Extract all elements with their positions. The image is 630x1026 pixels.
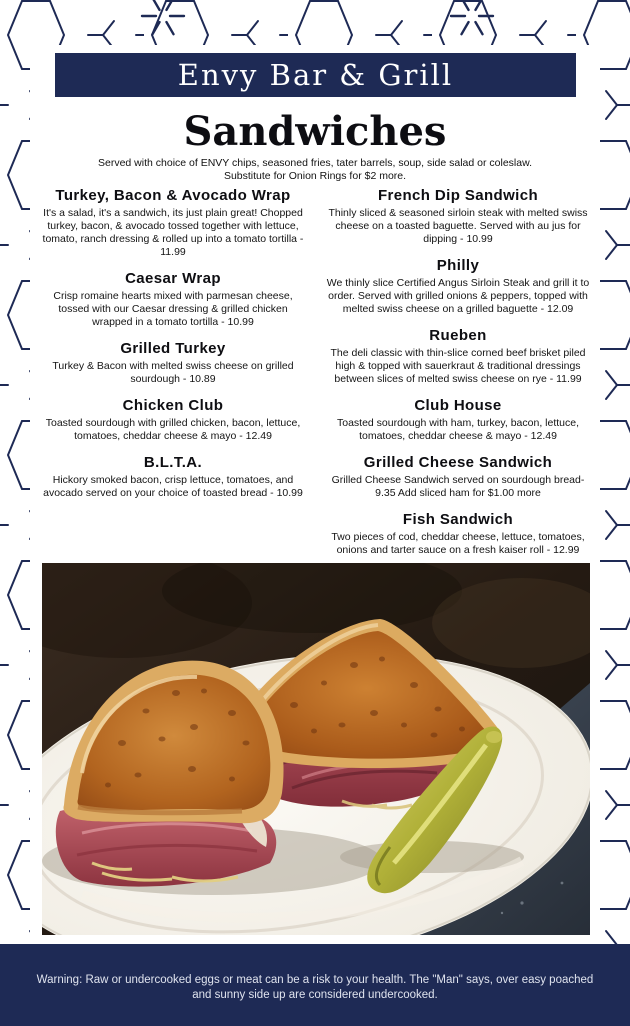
section-note-line1: Served with choice of ENVY chips, seasoned fries, tater barrels, soup, side salad or coleslaw. — [97, 157, 533, 169]
menu-item-name: Chicken Club — [122, 397, 224, 414]
footer-bar — [0, 944, 630, 1026]
menu-item-name: Club House — [414, 397, 502, 414]
menu-item-description: Turkey & Bacon with melted swiss cheese on grilled sourdough - 10.89 — [52, 360, 294, 385]
restaurant-name: Envy Bar & Grill — [177, 58, 454, 92]
menu-column-right — [320, 187, 596, 557]
menu-column-left — [38, 187, 308, 500]
menu-item-description: It's a salad, it's a sandwich, its just plain great! Chopped turkey, bacon, & avocado tossed together with lettuce, tomato, ranch dressing & rolled up into a tomato tortilla - 11.99 — [42, 207, 304, 258]
menu-item — [320, 187, 596, 246]
menu-item-name: B.L.T.A. — [143, 454, 203, 471]
menu-item-description: We thinly slice Certified Angus Sirloin Steak and grill it to order. Served with grilled onions & peppers, topped with melted swiss cheese on a grilled baguette - 12.09 — [326, 277, 590, 315]
menu-item-description: Toasted sourdough with grilled chicken, bacon, lettuce, tomatoes, cheddar cheese & mayo - 12.49 — [45, 417, 301, 442]
menu-item-name: Grilled Cheese Sandwich — [363, 454, 553, 471]
menu-item — [320, 257, 596, 316]
menu-item-name: Caesar Wrap — [125, 270, 221, 287]
menu-item — [38, 454, 308, 500]
menu-item — [38, 187, 308, 259]
header-bar — [55, 53, 576, 97]
menu-item — [38, 340, 308, 386]
menu-item-description: Two pieces of cod, cheddar cheese, lettuce, tomatoes, onions and tarter sauce on a fresh kaiser roll - 12.99 — [331, 531, 585, 556]
footer-warning — [0, 944, 630, 1003]
menu-item-description: Grilled Cheese Sandwich served on sourdough bread- 9.35 Add sliced ham for $1.00 more — [331, 474, 585, 499]
menu-item-description: The deli classic with thin-slice corned beef brisket piled high & topped with sauerkraut & traditional dressings between slices of melted swiss cheese on rye - 11.99 — [330, 347, 586, 385]
menu-item — [38, 397, 308, 443]
menu-item-name: Grilled Turkey — [120, 340, 226, 357]
menu-item — [320, 397, 596, 443]
section-note-line2: Substitute for Onion Rings for $2 more. — [223, 170, 407, 182]
menu-item — [38, 270, 308, 329]
footer-warning-line1: Warning: Raw or undercooked eggs or meat can be a risk to your health. The "Man" says, over easy poached — [36, 974, 594, 986]
menu-item-name: Rueben — [429, 327, 487, 344]
menu-item-description: Toasted sourdough with ham, turkey, bacon, lettuce, tomatoes, cheddar cheese & mayo - 12.49 — [336, 417, 580, 442]
section-title: Sandwiches — [183, 108, 447, 155]
reuben-sandwich-photo — [42, 563, 590, 935]
section-note — [75, 157, 555, 183]
menu-item-description: Hickory smoked bacon, crisp lettuce, tomatoes, and avocado served on your choice of toasted bread - 10.99 — [43, 474, 303, 499]
menu-item-name: Philly — [436, 257, 480, 274]
menu-item — [320, 327, 596, 386]
footer-warning-line2: and sunny side up are considered undercooked. — [192, 989, 438, 1001]
menu-item-description: Crisp romaine hearts mixed with parmesan cheese, tossed with our Caesar dressing & grilled chicken wrapped in a tomato tortilla - 10.99 — [53, 290, 293, 328]
menu-item-description: Thinly sliced & seasoned sirloin steak with melted swiss cheese on a toasted baguette. Served with au jus for dipping - 10.99 — [328, 207, 588, 245]
menu-item-name: Turkey, Bacon & Avocado Wrap — [55, 187, 291, 204]
menu-item-name: French Dip Sandwich — [377, 187, 539, 204]
menu-item-name: Fish Sandwich — [402, 511, 514, 528]
menu-item — [320, 454, 596, 500]
menu-item — [320, 511, 596, 557]
